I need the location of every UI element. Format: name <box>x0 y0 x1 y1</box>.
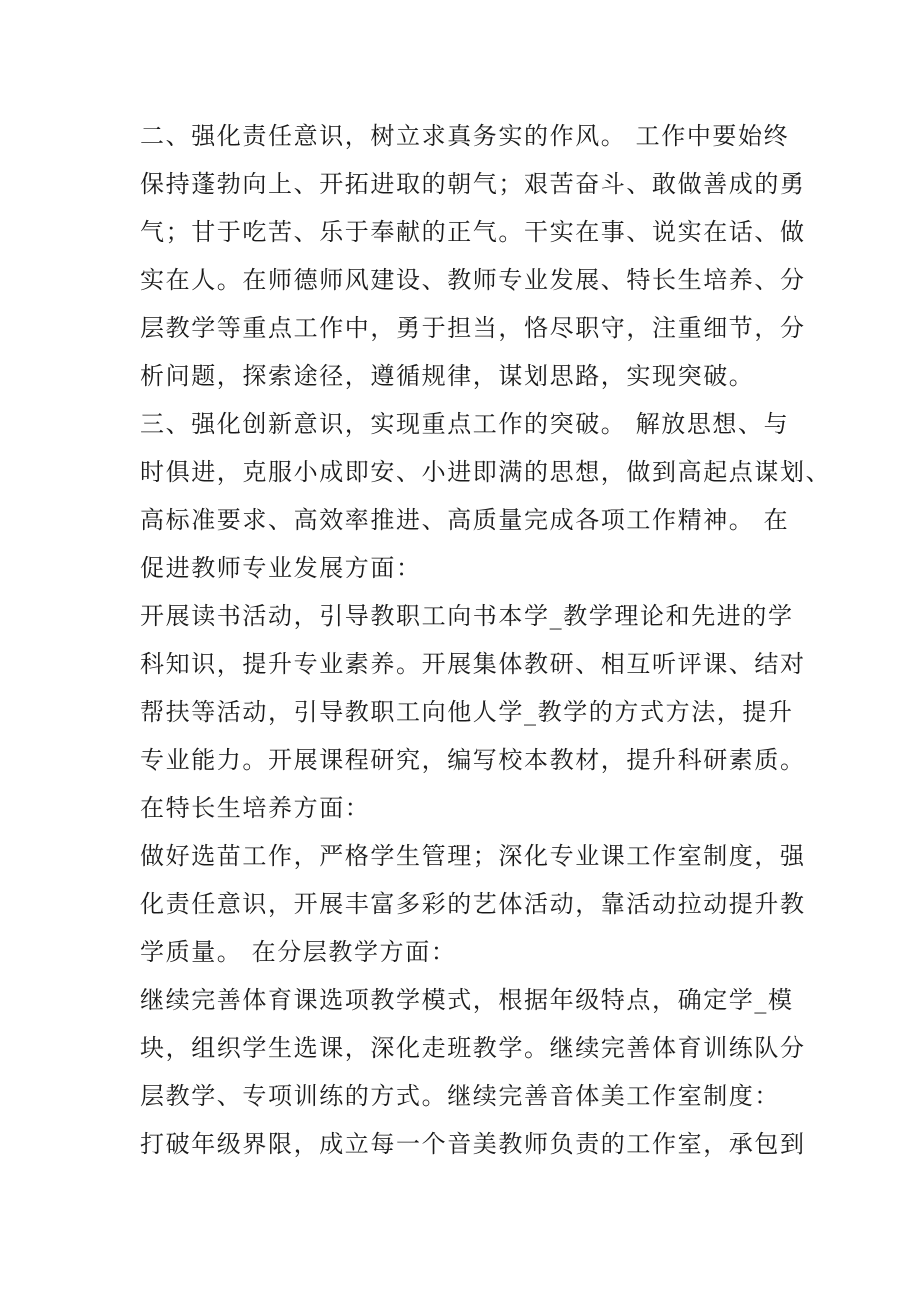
text-line-16: 做好选苗工作，严格学生管理；深化专业课工作室制度，强 <box>140 842 806 870</box>
text-line-12: 科知识，提升专业素养。开展集体教研、相互听评课、结对 <box>140 650 806 678</box>
text-line-13: 帮扶等活动，引导教职工向他人学_教学的方式方法，提升 <box>140 698 794 726</box>
text-line-11: 开展读书活动，引导教职工向书本学_教学理论和先进的学 <box>140 602 794 630</box>
text-line-6: 析问题，探索途径，遵循规律，谋划思路，实现突破。 <box>140 362 755 390</box>
text-line-10: 促进教师专业发展方面： <box>140 554 422 582</box>
text-line-21: 层教学、专项训练的方式。继续完善音体美工作室制度： <box>140 1082 780 1110</box>
text-line-17: 化责任意识，开展丰富多彩的艺体活动，靠活动拉动提升教 <box>140 890 806 918</box>
document-body <box>140 112 832 1168</box>
text-line-22: 打破年级界限，成立每一个音美教师负责的工作室，承包到 <box>140 1130 806 1158</box>
text-line-4: 实在人。在师德师风建设、教师专业发展、特长生培养、分 <box>140 266 806 294</box>
text-line-7: 三、强化创新意识，实现重点工作的突破。 解放思想、与 <box>140 410 790 438</box>
text-line-9: 高标准要求、高效率推进、高质量完成各项工作精神。 在 <box>140 506 790 534</box>
text-line-20: 块，组织学生选课，深化走班教学。继续完善体育训练队分 <box>140 1034 806 1062</box>
text-line-18: 学质量。 在分层教学方面： <box>140 938 457 966</box>
text-line-3: 气；甘于吃苦、乐于奉献的正气。干实在事、说实在话、做 <box>140 218 806 246</box>
text-line-19: 继续完善体育课选项教学模式，根据年级特点，确定学_模 <box>140 986 794 1014</box>
text-line-2: 保持蓬勃向上、开拓进取的朝气；艰苦奋斗、敢做善成的勇 <box>140 170 806 198</box>
text-line-1: 二、强化责任意识，树立求真务实的作风。 工作中要始终 <box>140 122 790 150</box>
text-line-8: 时俱进，克服小成即安、小进即满的思想，做到高起点谋划、 <box>140 458 832 486</box>
text-line-14: 专业能力。开展课程研究，编写校本教材，提升科研素质。 <box>140 746 806 774</box>
text-line-15: 在特长生培养方面： <box>140 794 371 822</box>
text-line-5: 层教学等重点工作中，勇于担当，恪尽职守，注重细节，分 <box>140 314 806 342</box>
